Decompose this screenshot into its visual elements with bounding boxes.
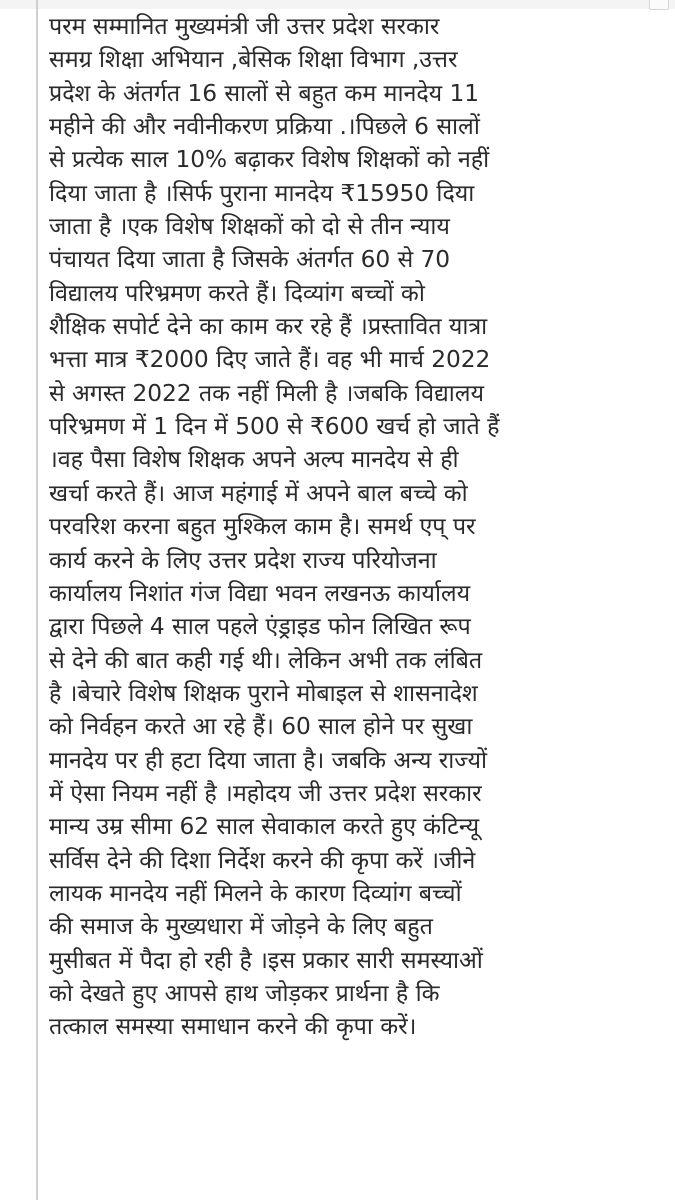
message-line: सर्विस देने की दिशा निर्देश करने की कृपा करें ।जीने [49, 846, 476, 874]
message-line: समग्र शिक्षा अभियान ,बेसिक शिक्षा विभाग ,उत्तर [49, 46, 458, 74]
message-line: लायक मानदेय नहीं मिलने के कारण दिव्यांग बच्चों [49, 879, 462, 907]
message-line: से अगस्त 2022 तक नहीं मिली है ।जबकि विद्यालय [49, 379, 484, 407]
message-line: परिभ्रमण में 1 दिन में 500 से ₹600 खर्च हो जाते हैं [49, 413, 500, 441]
message-line: ।वह पैसा विशेष शिक्षक अपने अल्प मानदेय से ही [49, 446, 459, 474]
checkbox-icon[interactable] [649, 0, 669, 10]
message-line: को निर्वहन करते आ रहे हैं। 60 साल होने पर सुखा [49, 713, 473, 741]
message-line: परवरिश करना बहुत मुश्किल काम है। समर्थ एप् पर [49, 513, 476, 541]
message-line: शैक्षिक सपोर्ट देने का काम कर रहे हैं ।प्रस्तावित यात्रा [49, 313, 488, 341]
message-line: प्रदेश के अंतर्गत 16 सालों से बहुत कम मानदेय 11 [49, 79, 480, 107]
message-line: तत्काल समस्या समाधान करने की कृपा करें। [49, 1013, 417, 1041]
message-line: है ।बेचारे विशेष शिक्षक पुराने मोबाइल से शासनादेश [49, 679, 478, 707]
message-line: पंचायत दिया जाता है जिसके अंतर्गत 60 से 70 [49, 246, 451, 274]
message-line: परम सम्मानित मुख्यमंत्री जी उत्तर प्रदेश सरकार [49, 13, 440, 40]
message-line: कार्य करने के लिए उत्तर प्रदेश राज्य परियोजना [49, 546, 437, 574]
top-header-strip [0, 0, 675, 9]
message-line: भत्ता मात्र ₹2000 दिए जाते हैं। वह भी मार्च 2022 [49, 346, 491, 374]
message-line: दिया जाता है ।सिर्फ पुराना मानदेय ₹15950 दिया [49, 179, 475, 207]
message-line: मानदेय पर ही हटा दिया जाता है। जबकि अन्य राज्यों [49, 746, 488, 774]
message-line: से देने की बात कही गई थी। लेकिन अभी तक लंबित [49, 646, 483, 674]
message-line: जाता है ।एक विशेष शिक्षकों को दो से तीन न्याय [49, 213, 450, 241]
message-line: मान्य उम्र सीमा 62 साल सेवाकाल करते हुए कंटिन्यू [49, 813, 480, 841]
message-line: में ऐसा नियम नहीं है ।महोदय जी उत्तर प्रदेश सरकार [49, 779, 482, 807]
message-line: खर्चा करते हैं। आज महंगाई में अपने बाल बच्चे को [49, 479, 468, 507]
message-line: को देखते हुए आपसे हाथ जोड़कर प्रार्थना है कि [49, 979, 440, 1007]
message-line: मुसीबत में पैदा हो रही है ।इस प्रकार सारी समस्याओं [49, 946, 483, 974]
message-line: की समाज के मुख्यधारा में जोड़ने के लिए बहुत [49, 913, 433, 941]
message-body [49, 10, 673, 1044]
message-line: विद्यालय परिभ्रमण करते हैं। दिव्यांग बच्चों को [49, 279, 425, 307]
message-line: कार्यालय निशांत गंज विद्या भवन लखनऊ कार्यालय [49, 579, 471, 607]
left-margin-rule [36, 0, 38, 1200]
message-line: द्वारा पिछले 4 साल पहले एंड्राइड फोन लिखित रूप [49, 613, 471, 641]
message-line: से प्रत्येक साल 10% बढ़ाकर विशेष शिक्षकों को नहीं [49, 146, 490, 174]
message-line: महीने की और नवीनीकरण प्रक्रिया .।पिछले 6 सालों [49, 113, 480, 141]
